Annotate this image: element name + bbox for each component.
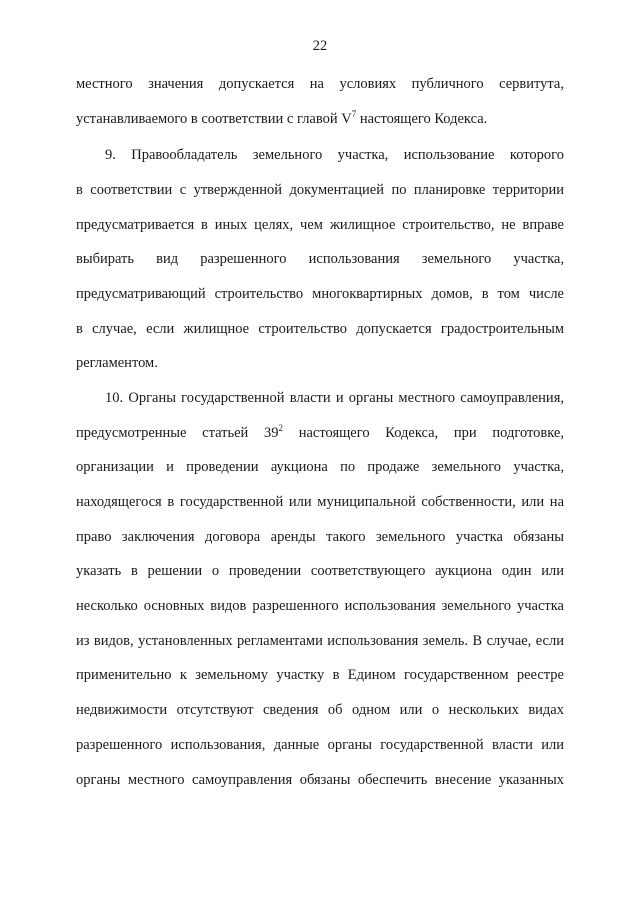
- text-line: находящегося в государственной или муниципальной собственности, или на: [76, 494, 564, 510]
- text-line: разрешенного использования, данные органы государственной власти или: [76, 737, 564, 753]
- text-line: в соответствии с утвержденной документацией по планировке территории: [76, 182, 564, 198]
- text-line: применительно к земельному участку в Едином государственном реестре: [76, 667, 564, 683]
- text-line: устанавливаемого в соответствии с главой $V^7$ настоящего Кодекса.: [76, 109, 488, 127]
- text-line: право заключения договора аренды такого земельного участка обязаны: [76, 529, 564, 545]
- paragraph-start-line: 9. Правообладатель земельного участка, использование которого: [105, 147, 564, 163]
- text-line: из видов, установленных регламентами использования земель. В случае, если: [76, 633, 564, 649]
- text-line: недвижимости отсутствуют сведения об одном или о нескольких видах: [76, 702, 564, 718]
- superscript: 7: [351, 109, 357, 120]
- paragraph-start-line: 10. Органы государственной власти и органы местного самоуправления,: [105, 390, 564, 406]
- text-line: регламентом.: [76, 355, 158, 371]
- text-line: организации и проведении аукциона по продаже земельного участка,: [76, 459, 564, 475]
- text-line: предусматривается в иных целях, чем жилищное строительство, не вправе: [76, 217, 564, 233]
- text-line: указать в решении о проведении соответствующего аукциона один или: [76, 563, 564, 579]
- text-line: местного значения допускается на условиях публичного сервитута,: [76, 76, 564, 92]
- text-line: органы местного самоуправления обязаны обеспечить внесение указанных: [76, 772, 564, 788]
- text-line: предусматривающий строительство многоквартирных домов, в том числе: [76, 286, 564, 302]
- text-line: в случае, если жилищное строительство допускается градостроительным: [76, 321, 564, 337]
- text-line: выбирать вид разрешенного использования земельного участка,: [76, 251, 564, 267]
- text-line: предусмотренные статьей $39^2$ настоящего Кодекса, при подготовке,: [76, 423, 564, 441]
- text-line: несколько основных видов разрешенного использования земельного участка: [76, 598, 564, 614]
- page-number: 22: [312, 38, 328, 54]
- superscript: 2: [278, 423, 284, 434]
